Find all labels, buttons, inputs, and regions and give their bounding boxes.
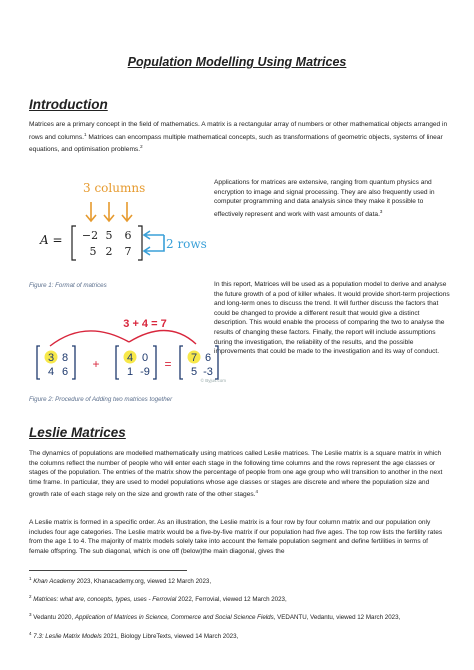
footnote-4: $^4$ 7.3: Leslie Matrix Models 2021, Biology LibreTexts, viewed 14 March 2023,	[29, 631, 239, 641]
matrix-cell: 8	[61, 352, 69, 364]
footnote-ref[interactable]: 4	[255, 489, 259, 495]
matrix-cell: 5	[105, 229, 113, 242]
footnote-2: $^2$ Matrices: what are, concepts, types, uses - Ferrovial 2022, Ferrovial, viewed 12 March 2023,	[29, 594, 287, 604]
column-arrows	[86, 202, 132, 221]
plus-sign: +	[92, 357, 100, 371]
sum-arc	[129, 330, 196, 344]
matrix-cell: 1	[126, 366, 134, 378]
footnote-divider	[29, 570, 187, 571]
right-bracket	[138, 226, 142, 260]
matrix-cell: 3	[47, 352, 55, 364]
matrix-cell: -9	[140, 366, 150, 378]
matrix-cell: 7	[190, 352, 198, 364]
introduction-heading: Introduction	[29, 97, 108, 112]
intro-paragraph-2: Applications for matrices are extensive, ranging from quantum physics and encryption to image and signal processing. They are also frequently used in computer programming and data analysis since they make it possible to effectively represent and work with vast amounts of data.$^3$	[214, 179, 435, 218]
matrix-cell: 2	[105, 245, 113, 258]
matrix-cell: −2	[81, 229, 99, 242]
equals-sign: =	[164, 357, 172, 371]
figure-2-caption: Figure 2: Procedure of Adding two matrices together	[29, 396, 173, 403]
intro-paragraph-3: In this report, Matrices will be used as a population model to derive and analyse the future growth of a pod of killer whales. It would provide short-term projections and long-term ones to discuss the trend. It will further discuss the factors that could be changed to provide a different result that would give a distinct description. This would enable the process of comparing the two to analyse the results of changing these factors. Finally, the report will include assumptions during the investigation, the reliability of the results, and the possible improvements that could be made to the investigation and its way of conduct.	[214, 281, 450, 356]
matrix-cell: 6	[61, 366, 69, 378]
row-arrows	[144, 231, 164, 255]
left-bracket	[72, 226, 76, 260]
matrix-cell: 6	[204, 352, 212, 364]
footnote-3: $^3$ Vedantu 2020, Application of Matrices in Science, Commerce and Social Science Fields, VEDANTU, Vedantu, viewed 12 March 2023,	[29, 612, 401, 622]
footnote-ref[interactable]: 2	[140, 144, 143, 150]
matrix-cell: 0	[141, 352, 149, 364]
sum-label: 3 + 4 = 7	[123, 318, 167, 330]
matrix-cell: 6	[124, 229, 132, 242]
matrix-cell: 7	[124, 245, 132, 258]
matrix-cell: 4	[126, 352, 134, 364]
footnote-ref[interactable]: 3	[379, 208, 383, 214]
footnote-1: $^1$ Khan Academy 2023, Khanacademy.org, viewed 12 March 2023,	[29, 576, 212, 586]
leslie-paragraph-1: The dynamics of populations are modelled mathematically using matrices called Leslie matrices. The Leslie matrix is a square matrix in which the columns reflect the number of people who will enter each stage in the following time columns and the rows represent the age classes or stages of the population. The entries of the matrix show the percentage of people from one age group who will transition to another in the next time frame. In particular, they are used to model populations whose age classes or stages are discrete and where the population size and growth rate of each stage rely on the size and growth rate of the other stages.$^4$	[29, 450, 443, 499]
intro-paragraph-1: Matrices are a primary concept in the field of mathematics. A matrix is a rectangular array of numbers or other mathematical objects arranged in rows and columns.$^1$ Matrices can encompass multiple mathematical concepts, such as transformations of geometric objects, systems of linear equations, and optimisation problems.$^2$	[29, 121, 448, 154]
matrix-name: A =	[40, 233, 63, 247]
matrix-cell: 4	[47, 366, 55, 378]
matrix-addition-figure	[28, 312, 228, 384]
figure-1-caption: Figure 1: Format of matrices	[29, 282, 107, 289]
matrix-cell: 5	[89, 245, 97, 258]
rows-label: 2 rows	[166, 237, 207, 251]
document-title: Population Modelling Using Matrices	[127, 55, 347, 69]
matrix-format-figure	[28, 178, 207, 268]
matrix-cell: 5	[190, 366, 198, 378]
leslie-matrices-heading: Leslie Matrices	[29, 425, 126, 440]
leslie-paragraph-2: A Leslie matrix is formed in a specific order. As an illustration, the Leslie matrix is a four row by four column matrix and our population only includes four age categories. The Leslie matrix would be a five-by-five matrix if our population had five ages. The top row lists the fertility rates from the age 1 to 4. The majority of matrix models solely take into account the female population segment and define fertilities in terms of female offspring. The sub diagonal, which is one off (below)the main diagonal, gives the	[29, 519, 443, 555]
watermark: © Byjus.com	[200, 378, 226, 383]
sum-arc	[50, 331, 129, 346]
footnote-ref[interactable]: 1	[83, 131, 87, 137]
matrix-cell: -3	[203, 366, 213, 378]
columns-label: 3 columns	[83, 181, 146, 195]
